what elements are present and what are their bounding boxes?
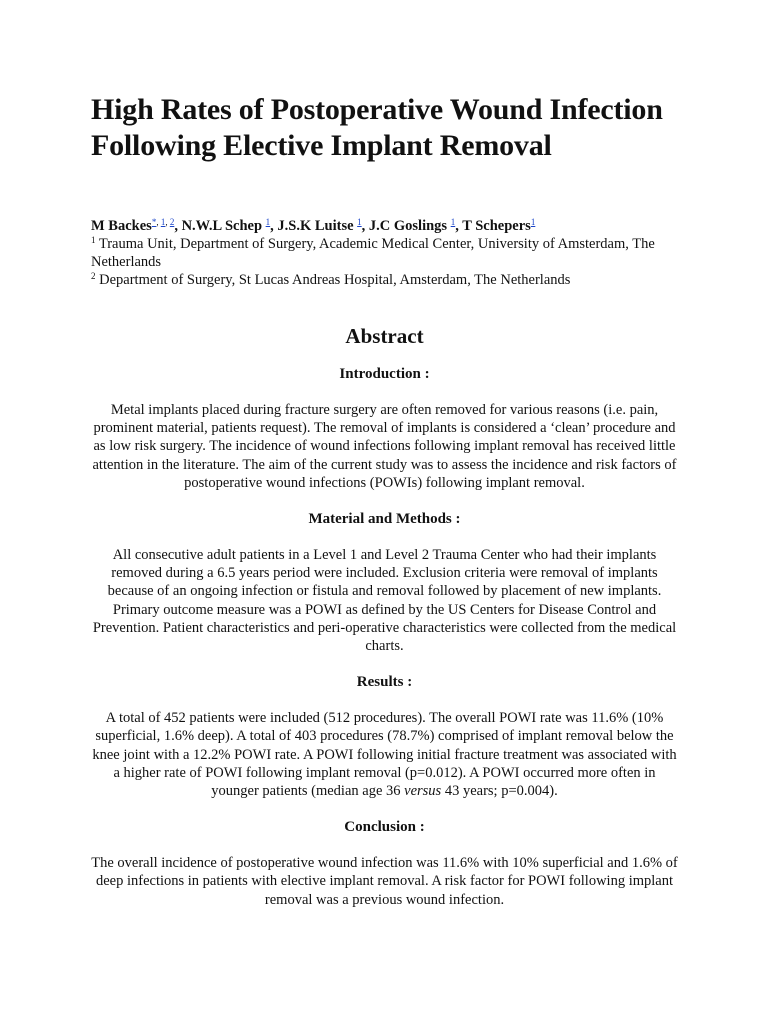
section-conclusion xyxy=(91,818,678,909)
title-line-1: High Rates of Postoperative Wound Infection xyxy=(91,93,663,126)
author-list: M Backes$^{*, 1, 2}$, N.W.L Schep $^1$, J.S.K Luitse $^1$, J.C Goslings $^1$, T Schepers$^1$ xyxy=(91,217,536,234)
section-heading: Conclusion : xyxy=(344,819,425,836)
section-methods xyxy=(91,510,678,655)
author-name: M Backes xyxy=(91,218,152,234)
affiliation-number: 2 xyxy=(91,271,96,281)
section-introduction xyxy=(91,365,678,492)
abstract-heading: Abstract xyxy=(345,324,424,348)
author-ref-link[interactable]: 1 xyxy=(530,217,536,227)
author-name: T Schepers xyxy=(462,218,531,234)
author-ref-link[interactable]: 1 xyxy=(160,217,166,227)
affiliation xyxy=(91,235,678,271)
section-heading: Material and Methods : xyxy=(308,511,461,528)
section-body: All consecutive adult patients in a Level 1 and Level 2 Trauma Center who had their implants removed during a 6.5 years period were included. Exclusion criteria were removal of implants because of an ongoing infection or fistula and removal followed by placement of new implants. Primary outcome measure was a POWI as defined by the US Centers for Disease Control and Prevention. Patient characteristics and peri-operative characteristics were collected from the medical charts. xyxy=(92,547,677,655)
author-ref-link[interactable]: 1 xyxy=(357,217,362,227)
author-ref-link[interactable]: 2 xyxy=(169,217,175,227)
author-name: J.S.K Luitse xyxy=(277,218,354,234)
author-name: J.C Goslings xyxy=(368,218,448,234)
affiliation-text: Department of Surgery, St Lucas Andreas Hospital, Amsterdam, The Netherlands xyxy=(99,272,571,288)
section-results xyxy=(91,673,678,800)
section-heading: Results : xyxy=(356,674,413,691)
author-ref-link[interactable]: * xyxy=(151,217,157,227)
section-body: The overall incidence of postoperative wound infection was 11.6% with 10% superficial and 1.6% of deep infections in patients with elective implant removal. A risk factor for POWI following implant removal was a previous wound infection. xyxy=(91,855,678,908)
section-body: Metal implants placed during fracture surgery are often removed for various reasons (i.e. pain, prominent material, patients request). The removal of implants is considered a ‘clean’ procedure and as low risk surgery. The incidence of wound infections following implant removal has received little attention in the literature. The aim of the current study was to assess the incidence and risk factors of postoperative wound infections (POWIs) following implant removal. xyxy=(92,402,677,491)
article xyxy=(91,92,678,909)
affiliation-number: 1 xyxy=(91,235,96,245)
results-text: 43 years; p=0.004). xyxy=(441,783,558,800)
author-ref-link[interactable]: 1 xyxy=(450,217,456,227)
affiliation xyxy=(91,271,678,289)
results-text-italic: versus xyxy=(404,783,442,800)
affiliation-text: Trauma Unit, Department of Surgery, Academic Medical Center, University of Amsterdam, The Netherlands xyxy=(91,236,655,270)
author-name: N.W.L Schep xyxy=(181,218,263,234)
section-heading: Introduction : xyxy=(339,366,430,382)
article-title xyxy=(91,92,678,164)
results-text: A total of 452 patients were included (512 procedures). The overall POWI rate was 11.6% (10% superficial, 1.6% deep). A total of 403 procedures (78.7%) comprised of implant removal below the knee joint with a 12.2% POWI rate. A POWI following initial fracture treatment was associated with a higher rate of POWI following implant removal (p=0.012). A POWI occurred more often in younger patients (median age 36 xyxy=(92,710,677,800)
section-body xyxy=(91,709,678,800)
title-line-2: Following Elective Implant Removal xyxy=(91,129,552,162)
author-ref-link[interactable]: 1 xyxy=(265,217,271,227)
